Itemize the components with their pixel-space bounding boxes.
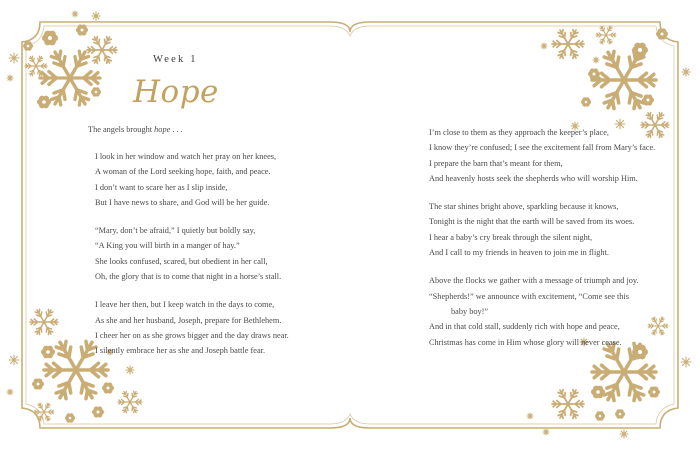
flower-icon (615, 409, 625, 418)
snowflake-icon (87, 37, 117, 64)
poem-line: I cheer her on as she grows bigger and the day draws near. (95, 330, 289, 340)
intro-line (88, 125, 183, 134)
snowflake-icon (40, 51, 100, 105)
star-icon (9, 53, 19, 63)
snowflake-icon (552, 390, 584, 419)
flower-icon (76, 24, 88, 35)
flower-icon (591, 386, 605, 399)
poem-line: Tonight is the night that the earth will be saved from its woes. (429, 217, 635, 227)
poem-line: I know they’re confused; I see the excitement fall from Mary’s face. (429, 143, 656, 153)
page-title: Hope (133, 74, 219, 110)
flower-icon (42, 31, 58, 46)
star-icon (72, 11, 78, 17)
poem-stanza (95, 149, 289, 210)
star-icon (593, 57, 599, 63)
poem-line: And in that cold stall, suddenly rich with hope and peace, (429, 322, 620, 332)
intro-prefix: The angels brought (88, 125, 155, 134)
snowflake-icon (552, 30, 584, 59)
star-icon (541, 43, 547, 49)
flower-icon (581, 97, 591, 106)
poem-line: I don’t want to scare her as I slip inside, (95, 182, 228, 192)
star-icon (620, 430, 628, 438)
snowflake-icon (596, 26, 616, 44)
flower-icon (92, 406, 104, 417)
snowflake-icon (118, 391, 142, 412)
poem-line: As she and her husband, Joseph, prepare for Bethlehem. (95, 315, 282, 325)
star-icon (527, 413, 533, 419)
poem-line: “A King you will birth in a manger of hay.” (95, 241, 240, 251)
poem-line: I hear a baby’s cry break through the silent night, (429, 232, 593, 242)
poem-line: She looks confused, scared, but obedient in her call, (95, 256, 268, 266)
poem-line: I look in her window and watch her pray on her knees, (95, 152, 277, 161)
flower-icon (37, 96, 51, 109)
poem-line: I’m close to them as they approach the keeper’s place, (429, 128, 609, 137)
flower-icon (65, 413, 75, 422)
poem-line: I prepare the barn that’s meant for them, (429, 158, 563, 168)
flower-icon (91, 87, 101, 96)
poem-stanza (95, 223, 289, 284)
flower-icon (41, 346, 55, 359)
poem-line: “Shepherds!” we announce with excitement, “Come see this (429, 291, 629, 301)
flower-icon (656, 28, 668, 39)
star-icon (681, 357, 691, 367)
poem-stanza (429, 125, 655, 186)
star-icon (7, 75, 13, 81)
poem-line: Above the flocks we gather with a message of triumph and joy. (429, 276, 639, 286)
poem-stanza (429, 199, 655, 260)
poem-line: And I call to my friends in heaven to join me in flight. (429, 248, 609, 258)
star-icon (9, 355, 19, 365)
poem-line: I silently embrace her as she and Joseph battle fear. (95, 346, 266, 356)
flower-icon (32, 378, 44, 389)
week-label: Week 1 (153, 54, 198, 65)
poem-line: I leave her then, but I keep watch in the days to come, (95, 300, 275, 310)
flower-icon (23, 41, 33, 50)
intro-suffix: . . . (170, 125, 183, 134)
poem-line: “Mary, don’t be afraid,” I quietly but boldly say, (95, 226, 256, 236)
poem-line: And heavenly hosts seek the shepherds who will worship Him. (429, 173, 638, 183)
star-icon (682, 68, 690, 76)
flower-icon (648, 386, 660, 397)
snowflake-icon (30, 310, 58, 335)
poem-stanza (95, 297, 289, 358)
poem-stanza (429, 273, 655, 349)
star-icon (92, 12, 100, 20)
poem-line: baby boy!” (451, 306, 489, 316)
poem-line: The star shines bright above, sparkling because it knows, (429, 202, 619, 212)
poem-line: Christmas has come in Him whose glory will never cease. (429, 337, 622, 347)
left-poem-column (95, 149, 289, 372)
poem-line: Oh, the glory that is to come that night in a horse’s stall. (95, 272, 282, 282)
star-icon (7, 389, 13, 395)
poem-line: A woman of the Lord seeking hope, faith, and peace. (95, 167, 271, 177)
intro-emphasis: hope (154, 125, 171, 134)
flower-icon (595, 411, 605, 420)
snowflake-icon (34, 403, 54, 421)
flower-icon (102, 382, 114, 393)
star-icon (543, 429, 549, 435)
poem-line: But I have news to share, and God will be her guide. (95, 197, 270, 207)
right-poem-column (429, 125, 655, 363)
